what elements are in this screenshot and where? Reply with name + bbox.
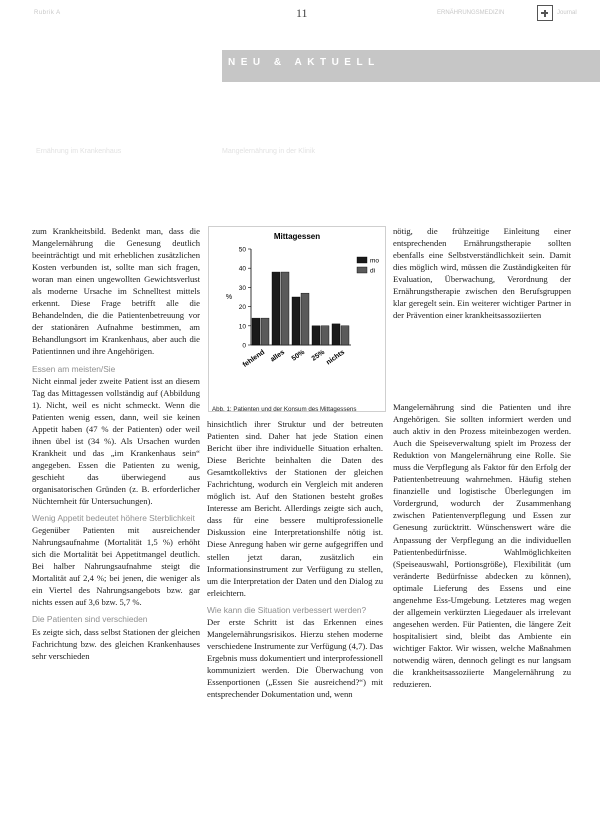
bar-mo-alles — [272, 272, 280, 345]
figure-caption: Abb. 1: Patienten und der Konsum des Mittagessens — [212, 406, 357, 413]
header-left: Rubrik A — [34, 10, 61, 16]
section-heading: Wie kann die Situation verbessert werden? — [207, 604, 367, 615]
section-heading: Essen am meisten/Sie — [32, 363, 116, 374]
x-tick-label: 25% — [310, 348, 327, 363]
figure-frame — [208, 226, 386, 412]
section-title: NEU & AKTUELL — [228, 57, 380, 68]
paragraph: Nicht einmal jeder zweite Patient isst an diesem Tag das Mittagessen vollständig auf (Abbildung 1). Nicht, weil es nicht schmeckt. Wenn die Patienten wenig essen, dann, weil sie keinen Appetit haben (47 % der Patienten) oder weil ihnen übel ist (34 %). Als Ursachen wurden Krankheit und das „im Krankenhaus sein“ angegeben. Essen die Patienten zu wenig, geschieht das überwiegend aus organisatorischen Gründen (z. B. erforderlicher Nüchternheit für Untersuchungen). — [32, 375, 200, 507]
y-tick-label: 10 — [238, 323, 246, 331]
section-heading: Die Patienten sind verschieden — [32, 614, 148, 625]
y-tick-label: 50 — [238, 246, 246, 254]
bar-mo-50% — [292, 297, 300, 345]
text-column-3-top — [393, 225, 571, 321]
section-heading: Wenig Appetit bedeutet höhere Sterblichkeit — [32, 513, 195, 524]
x-tick-label: nichts — [325, 348, 347, 367]
paragraph: zum Krankheitsbild. Bedenkt man, dass die Mangelernährung die Genesung deutlich beeinträchtigt und mit erheblichen zusätzlichen Kosten verbunden ist, sollte man sich fragen, woran man einen ungewollten Gewichtsverlust als moderne Ursache im Schnelltest mittels erkennt. Diese Frage betrifft alle die Behandelnden, die die Patientenbetreuung vor der stationären Aufnahme bestimmen, am Behandlungsort im Krankenhaus, aber auch die Patientinnen und ihre Angehörigen. — [32, 226, 200, 357]
bar-mo-fehlend — [252, 318, 260, 345]
x-tick-label: fehlend — [241, 348, 267, 369]
bar-mo-nichts — [332, 324, 340, 345]
y-tick-label: 30 — [238, 284, 246, 292]
paragraph: nötig, die frühzeitige Einleitung einer entsprechenden Ernährungstherapie sollten ebenfalls eine Selbstverständlichkeit sein. Damit dies möglich wird, müssen die Zuständigkeiten für Evaluation, Überwachung, Verordnung der Ernährungstherapie zwischen den Berufsgruppen klar geregelt sein. Ein weiterer wichtiger Partner in der Prävention einer krankheitsassoziierten — [393, 226, 571, 321]
banner-subtitle-mid: Mangelernährung in der Klinik — [222, 148, 315, 155]
header-right-journal: Journal — [557, 10, 577, 16]
bar-di-nichts — [341, 326, 349, 345]
chart-title: Mittagessen — [273, 232, 321, 241]
chart-legend — [357, 257, 379, 275]
bar-di-alles — [281, 272, 289, 345]
paragraph: Es zeigte sich, dass selbst Stationen der gleichen Fachrichtung bzw. des gleichen Krankenhauses sehr verschieden — [32, 626, 200, 661]
bar-di-50% — [301, 293, 309, 345]
cross-logo-icon — [537, 5, 553, 21]
bar-mo-25% — [312, 326, 320, 345]
text-column-2 — [207, 418, 383, 700]
text-column-3-bottom — [393, 401, 571, 690]
x-tick-label: 50% — [290, 348, 307, 363]
bar-di-fehlend — [261, 318, 269, 345]
paragraph: Mangelernährung sind die Patienten und ihre Angehörigen. Sie sollten informiert werden und auch aktiv in den Prozess miteinbezogen werden. Auch die Speiseverwaltung spielt im Prozess der Reduktion von Mangelernährung eine Rolle. Sie muss die Verpflegung als Faktor für den Erfolg der Patientenbetreuung wahrnehmen. Häufig stehen finanzielle und logistische Überlegungen im Vordergrund, wodurch der Zusammenhang zwischen Patientenverpflegung und Essen zur Genesung zurücktritt. Wünschenswert wäre die Anpassung der Verpflegung an die individuellen Patientenbedürfnisse. Wahlmöglichkeiten (Speiseauswahl, Portionsgröße), Flexibilität (um veränderte Bedürfnisse abdecken zu können), optimale Lieferung des Essens und eine angenehme Ess-Umgebung. Letzteres mag wegen der allgemein verkürzten Liegedauer als irrelevant angesehen werden. Für Patienten, die längere Zeit hospitalisiert sind, bleibt das Ambiente ein wichtiger Faktor. Wir wissen, welche Maßnahmen notwendig wären, dennoch gelingt es nur langsam die krankheitsassoziierte Mangelernährung zu reduzieren. — [393, 402, 571, 690]
page-header — [0, 0, 600, 26]
legend-swatch — [357, 267, 367, 273]
y-tick-label: 40 — [238, 265, 246, 273]
legend-swatch — [357, 257, 367, 263]
y-tick-label: 0 — [242, 342, 246, 350]
legend-label: di — [370, 267, 376, 275]
y-axis-label: % — [225, 294, 233, 301]
text-column-1 — [32, 225, 200, 662]
paragraph: hinsichtlich ihrer Struktur und der betreuten Patienten sind. Daher hat jede Station einen Bericht über ihre individuelle Situation erhalten. Diese Berichte beinhalten die Daten des Gesamtkollektivs der Stationen der gleichen Fachrichtung, wodurch ein Vergleich mit anderen möglich ist. Auf den Stationen besteht großes Interesse am Bericht. Allerdings zeigte sich auch, dass für eine bessere multiprofessionelle Diskussion eine Interpretationshilfe nötig ist. Diese Anregung haben wir gerne aufgegriffen und stellen jetzt daran, zusätzlich ein Informationsinstrument zur Verfügung zu stellen, um die Interpretation der Daten und den Dialog zu erleichtern. — [207, 419, 383, 598]
header-right: ERNÄHRUNGSMEDIZIN — [437, 10, 505, 16]
bar-chart — [209, 227, 385, 407]
page-number: 11 — [296, 6, 308, 20]
paragraph: Gegenüber Patienten mit ausreichender Nahrungsaufnahme (Mortalität 1,5 %) erhöht sich die Mortalität bei Appetitmangel deutlich. Bei halber Nahrungsaufnahme steigt die Mortalität auf 2,4 %; bei jenen, die weniger als ein Viertel des Nahrungsangebots bzw. gar nichts essen auf 3,6 bzw. 5,7 %. — [32, 525, 200, 608]
y-tick-label: 20 — [238, 304, 246, 312]
bar-di-25% — [321, 326, 329, 345]
legend-label: mo — [370, 257, 380, 265]
chart-bars — [252, 272, 349, 345]
paragraph: Der erste Schritt ist das Erkennen eines Mangelernährungsrisikos. Hierzu stehen moderne verschiedene Instrumente zur Verfügung (4,7). Das Ergebnis muss dokumentiert und interprofessionell kommuniziert werden. Die Überwachung von Essenportionen („Essen Sie ausreichend?“) mit entsprechender Dokumentation und, wenn — [207, 616, 383, 700]
banner-subtitle-left: Ernährung im Krankenhaus — [36, 148, 122, 155]
chart-labels — [242, 348, 346, 368]
x-tick-label: alles — [269, 348, 287, 364]
